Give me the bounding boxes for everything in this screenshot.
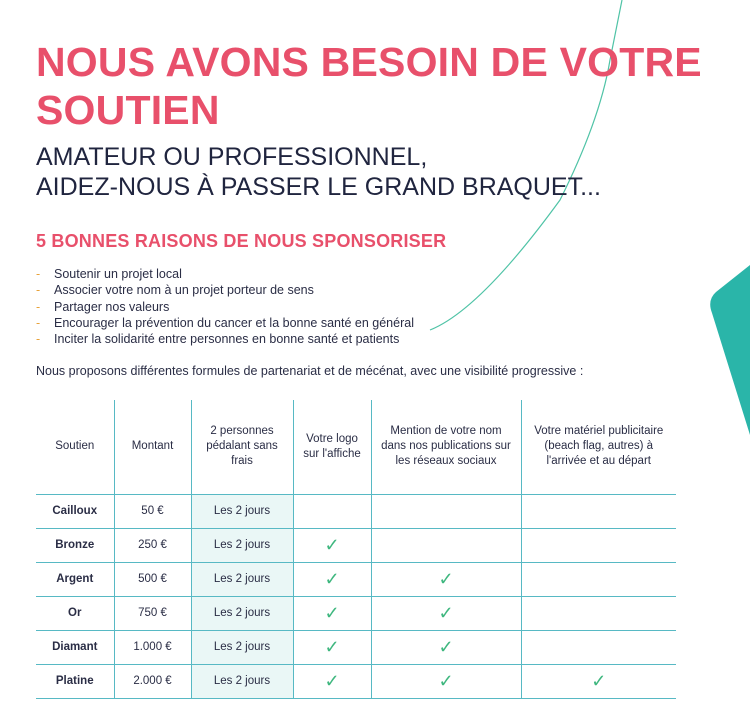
checkmark-icon: ✓ — [438, 670, 454, 691]
table-row — [36, 630, 676, 664]
logo-cell — [293, 664, 371, 698]
checkmark-icon: ✓ — [324, 568, 340, 589]
reason-text: Encourager la prévention du cancer et la bonne santé en général — [54, 315, 414, 330]
amount-cell: 1.000 € — [114, 630, 191, 664]
sponsorship-table — [36, 400, 676, 699]
table-row — [36, 596, 676, 630]
reason-text: Inciter la solidarité entre personnes en bonne santé et patients — [54, 332, 400, 347]
reasons-heading: 5 BONNES RAISONS DE NOUS SPONSORISER — [36, 231, 447, 251]
logo-cell — [293, 528, 371, 562]
reasons-list — [36, 266, 414, 347]
list-item — [36, 266, 414, 282]
header-mention: Mention de votre nom dans nos publications sur les réseaux sociaux — [371, 400, 521, 494]
mention-cell — [371, 596, 521, 630]
material-cell — [521, 664, 676, 698]
riders-cell: Les 2 jours — [191, 630, 293, 664]
reason-text: Soutenir un projet local — [54, 267, 182, 281]
riders-cell: Les 2 jours — [191, 664, 293, 698]
page-title: NOUS AVONS BESOIN DE VOTRE SOUTIEN — [36, 39, 702, 133]
logo-cell — [293, 562, 371, 596]
amount-cell: 50 € — [114, 494, 191, 528]
header-riders: 2 personnes pédalant sans frais — [191, 400, 293, 494]
amount-cell: 2.000 € — [114, 664, 191, 698]
header-material: Votre matériel publicitaire (beach flag, autres) à l'arrivée et au départ — [521, 400, 676, 494]
list-item — [36, 282, 414, 298]
checkmark-icon: ✓ — [324, 636, 340, 657]
dash-bullet: - — [36, 332, 41, 347]
riders-cell: Les 2 jours — [191, 494, 293, 528]
table-header-row — [36, 400, 676, 494]
decorative-teal-shape — [710, 265, 750, 435]
dash-bullet: - — [36, 283, 41, 298]
checkmark-icon: ✓ — [591, 670, 607, 691]
amount-cell: 750 € — [114, 596, 191, 630]
checkmark-icon: ✓ — [324, 602, 340, 623]
checkmark-icon: ✓ — [438, 636, 454, 657]
checkmark-icon: ✓ — [438, 602, 454, 623]
riders-cell: Les 2 jours — [191, 596, 293, 630]
tier-cell: Bronze — [36, 528, 114, 562]
subtitle-line-1: AMATEUR OU PROFESSIONNEL, — [36, 143, 428, 171]
table-row — [36, 562, 676, 596]
tier-cell: Argent — [36, 562, 114, 596]
mention-cell — [371, 528, 521, 562]
amount-cell: 500 € — [114, 562, 191, 596]
table-row — [36, 494, 676, 528]
tier-cell: Or — [36, 596, 114, 630]
logo-cell — [293, 630, 371, 664]
riders-cell: Les 2 jours — [191, 528, 293, 562]
checkmark-icon: ✓ — [324, 670, 340, 691]
header-support: Soutien — [36, 400, 114, 494]
checkmark-icon: ✓ — [438, 568, 454, 589]
checkmark-icon: ✓ — [324, 534, 340, 555]
material-cell — [521, 630, 676, 664]
mention-cell — [371, 664, 521, 698]
material-cell — [521, 562, 676, 596]
list-item — [36, 331, 414, 347]
reason-text: Associer votre nom à un projet porteur de sens — [54, 283, 314, 298]
mention-cell — [371, 630, 521, 664]
subtitle — [36, 142, 676, 202]
subtitle-line-2: AIDEZ-NOUS À PASSER LE GRAND BRAQUET... — [36, 173, 601, 201]
logo-cell — [293, 494, 371, 528]
dash-bullet: - — [36, 299, 41, 314]
material-cell — [521, 596, 676, 630]
tier-cell: Cailloux — [36, 494, 114, 528]
mention-cell — [371, 494, 521, 528]
logo-cell — [293, 596, 371, 630]
tier-cell: Diamant — [36, 630, 114, 664]
dash-bullet: - — [36, 315, 41, 330]
material-cell — [521, 494, 676, 528]
list-item — [36, 315, 414, 331]
mention-cell — [371, 562, 521, 596]
intro-text: Nous proposons différentes formules de partenariat et de mécénat, avec une visibilité progressive : — [36, 364, 584, 378]
dash-bullet: - — [36, 267, 41, 281]
material-cell — [521, 528, 676, 562]
tier-cell: Platine — [36, 664, 114, 698]
table-row — [36, 528, 676, 562]
amount-cell: 250 € — [114, 528, 191, 562]
reason-text: Partager nos valeurs — [54, 299, 170, 314]
header-amount: Montant — [114, 400, 191, 494]
list-item — [36, 299, 414, 315]
header-logo: Votre logo sur l'affiche — [293, 400, 371, 494]
riders-cell: Les 2 jours — [191, 562, 293, 596]
table-row — [36, 664, 676, 698]
